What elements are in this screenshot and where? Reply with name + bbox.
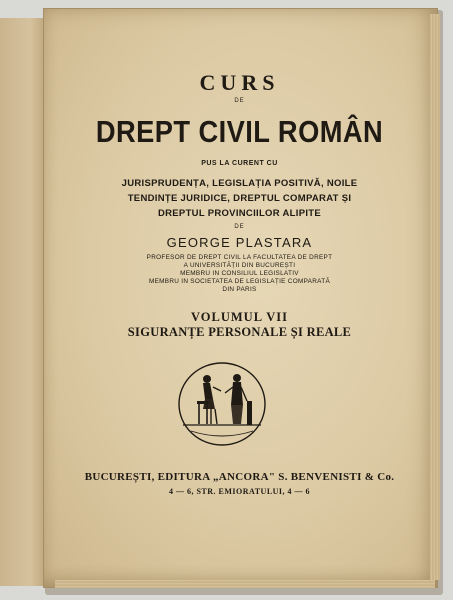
pus-la-curent: PUS LA CURENT CU [201, 160, 278, 167]
publisher-line: BUCUREȘTI, EDITURA „ANCORA" S. BENVENISTI & Co. [84, 471, 395, 483]
volume-subtitle: SIGURANȚE PERSONALE ȘI REALE [127, 325, 352, 339]
connector-de-1: DE [234, 98, 245, 104]
subject-line: DREPTUL PROVINCIILOR ALIPITE [157, 208, 322, 219]
author-affiliation: DIN PARIS [222, 286, 257, 293]
author-affiliation: MEMBRU IN CONSILIUL LEGISLATIV [180, 270, 299, 277]
author-affiliation: PROFESOR DE DREPT CIVIL LA FACULTATEA DE DREPT [146, 254, 333, 261]
author-affiliation: A UNIVERSITĂȚII DIN BUCUREȘTI [183, 262, 296, 269]
subject-line: JURISPRUDENȚA, LEGISLAȚIA POSITIVĂ, NOILE [121, 178, 358, 189]
publisher-address: 4 — 6, STR. EMIORATULUI, 4 — 6 [168, 487, 311, 496]
publisher-medallion [177, 361, 267, 447]
book-title: DREPT CIVIL ROMÂN [95, 114, 384, 149]
series-heading: CURS [199, 70, 280, 95]
author-name: GEORGE PLASTARA [166, 235, 313, 250]
author-affiliation: MEMBRU IN SOCIETATEA DE LEGISLAȚIE COMPARATĂ [148, 278, 331, 285]
connector-de-2: DE [234, 224, 245, 230]
volume-number: VOLUMUL VII [191, 310, 288, 324]
page-stack-bottom [55, 580, 435, 588]
subject-line: TENDINȚE JURIDICE, DREPTUL COMPARAT ȘI [127, 193, 352, 204]
